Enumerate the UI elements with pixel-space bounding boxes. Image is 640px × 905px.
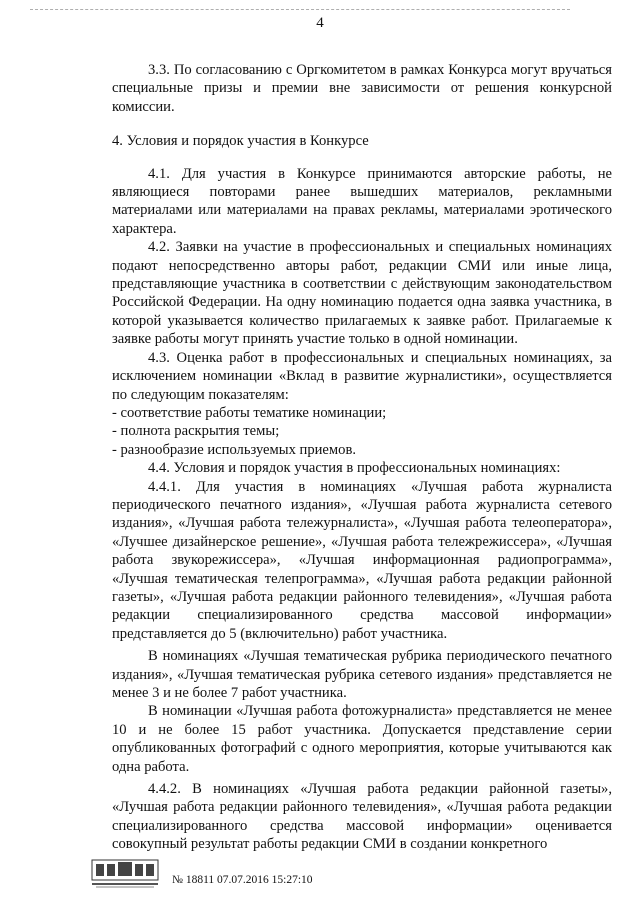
registration-stamp: № 18811 07.07.2016 15:27:10 bbox=[172, 874, 313, 886]
page-number: 4 bbox=[316, 15, 324, 31]
list-item: - разнообразие используемых приемов. bbox=[112, 441, 356, 458]
paragraph-4-3: 4.3. Оценка работ в профессиональных и специальных номинациях, за исключением номинации «Вклад в развитие журналистики», осуществляется по следующим показателям: bbox=[112, 349, 612, 403]
list-item: - полнота раскрытия темы; bbox=[112, 423, 280, 440]
paragraph-4-2: 4.2. Заявки на участие в профессиональных и специальных номинациях подают непосредственно авторы работ, редакции СМИ или иные лица, представляющие участника в соответствии с действующим законодательством Российской Федерации. На одну номинацию подается одна заявка участника, в которой указывается количество прилагаемых к заявке работ. Прилагаемые к заявке работы могут принять участие только в одной номинации. bbox=[112, 239, 612, 348]
paragraph-4-4-1: 4.4.1. Для участия в номинациях «Лучшая работа журналиста периодического печатного издания», «Лучшая работа журналиста сетевого издания», «Лучшая работа тележурналиста», «Лучшая работа телеоператора», «Лучшее дизайнерское решение», «Лучшая работа тележрежиссера», «Лучшая работа звукорежиссера», «Лучшая информационная радиопрограмма», «Лучшая тематическая телепрограмма», «Лучшая работа редакции районной газеты», «Лучшая работа редакции районного телевидения», «Лучшая работа редакции специализированного средства массовой информации» представляется до 5 (включительно) работ участника. bbox=[112, 478, 612, 642]
footer bbox=[90, 856, 350, 896]
list-item: - соответствие работы тематике номинации; bbox=[112, 404, 387, 421]
paragraph-4-4-1-c: В номинации «Лучшая работа фотожурналиста» представляется не менее 10 и не более 15 работ участника. Допускается представление серии опубликованных фотографий с одного мероприятия, которые учитываются как одна работа. bbox=[112, 703, 612, 775]
scan-edge-line bbox=[30, 9, 570, 11]
paragraph-3-3: 3.3. По согласованию с Оргкомитетом в рамках Конкурса могут вручаться специальные призы и премии вне зависимости от решения конкурсной комиссии. bbox=[112, 62, 612, 115]
paragraph-4-4-2: 4.4.2. В номинациях «Лучшая работа редакции районной газеты», «Лучшая работа редакции районного телевидения», «Лучшая работа редакции специализированного средства массовой информации» оценивается совокупный результат работы редакции СМИ в создании конкретного bbox=[112, 781, 612, 853]
paragraph-4-1: 4.1. Для участия в Конкурсе принимаются авторские работы, не являющиеся повторами ранее вышедших материалов, рекламными материалами или материалами на правах рекламы, материалами эротического характера. bbox=[112, 165, 612, 237]
document-body bbox=[112, 61, 612, 854]
emblem-logo-icon bbox=[90, 856, 160, 890]
section-heading-4: 4. Условия и порядок участия в Конкурсе bbox=[112, 133, 369, 150]
paragraph-4-4: 4.4. Условия и порядок участия в профессиональных номинациях: bbox=[148, 460, 561, 477]
paragraph-4-4-1-b: В номинациях «Лучшая тематическая рубрика периодического печатного издания», «Лучшая тематическая рубрика сетевого издания» представляется не менее 3 и не более 7 работ участника. bbox=[112, 648, 612, 701]
